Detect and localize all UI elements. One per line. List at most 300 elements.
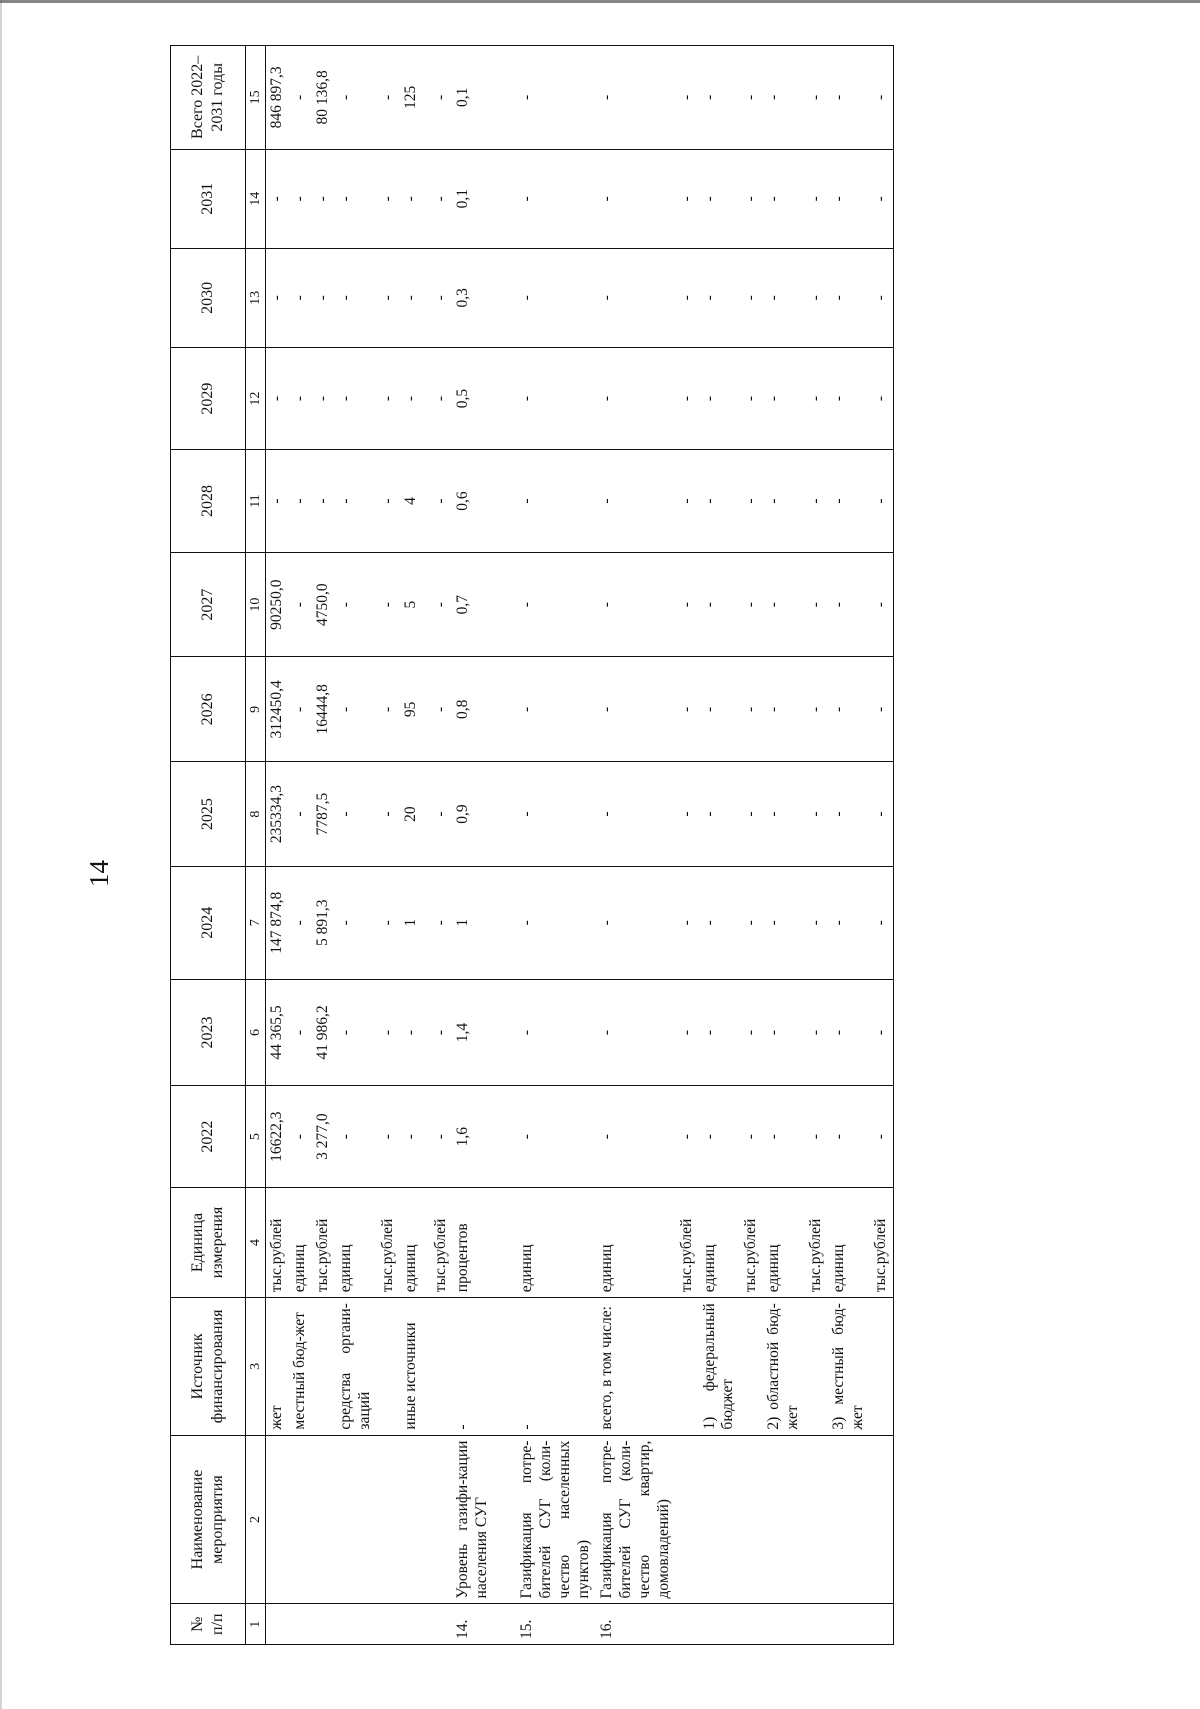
table-cell: 0,6 bbox=[452, 450, 516, 552]
table-cell: - bbox=[335, 46, 377, 150]
table-cell: 5 bbox=[400, 552, 430, 657]
table-cell: - bbox=[430, 1086, 453, 1187]
table-cell: - bbox=[430, 657, 453, 762]
table-cell: - bbox=[516, 1298, 596, 1435]
table-cell: - bbox=[430, 248, 453, 347]
table-cell: - bbox=[335, 347, 377, 449]
table-cell: - bbox=[377, 552, 400, 657]
table-cell: - bbox=[805, 1086, 828, 1187]
table-row bbox=[740, 46, 763, 1645]
table-cell: - bbox=[699, 149, 741, 248]
table-cell: - bbox=[870, 866, 893, 979]
table-cell: средства органи-заций bbox=[335, 1298, 377, 1435]
table-cell bbox=[430, 1298, 453, 1435]
table-cell: - bbox=[740, 46, 763, 150]
table-cell: - bbox=[335, 149, 377, 248]
table-cell bbox=[676, 1435, 699, 1604]
header-cell: № п/п bbox=[171, 1604, 246, 1645]
table-cell: - bbox=[289, 149, 312, 248]
table-cell: - bbox=[430, 979, 453, 1086]
header-cell: 2028 bbox=[171, 450, 246, 552]
table-cell: - bbox=[516, 450, 596, 552]
table-cell: - bbox=[516, 149, 596, 248]
header-cell: 2025 bbox=[171, 762, 246, 867]
table-cell: тыс.рублей bbox=[377, 1187, 400, 1297]
table-cell: 15. bbox=[516, 1604, 596, 1645]
table-cell: - bbox=[763, 347, 805, 449]
table-cell: - bbox=[740, 347, 763, 449]
table-cell bbox=[740, 1298, 763, 1435]
table-cell: - bbox=[740, 149, 763, 248]
header-cell: 2023 bbox=[171, 979, 246, 1086]
table-cell: - bbox=[312, 347, 335, 449]
table-cell: - bbox=[676, 657, 699, 762]
table-cell: - bbox=[289, 1086, 312, 1187]
table-cell: единиц bbox=[289, 1187, 312, 1297]
table-cell: - bbox=[596, 347, 676, 449]
table-cell: 1 bbox=[452, 866, 516, 979]
header-cell: 2031 bbox=[171, 149, 246, 248]
table-cell: - bbox=[805, 347, 828, 449]
table-cell: 0,7 bbox=[452, 552, 516, 657]
table-cell: 5 891,3 bbox=[312, 866, 335, 979]
table-cell: - bbox=[763, 762, 805, 867]
table-cell: - bbox=[763, 1086, 805, 1187]
table-cell: - bbox=[870, 979, 893, 1086]
table-cell: единиц bbox=[828, 1187, 870, 1297]
column-number-cell: 4 bbox=[246, 1187, 266, 1297]
table-cell bbox=[400, 1604, 430, 1645]
table-cell: единиц bbox=[763, 1187, 805, 1297]
table-cell bbox=[400, 1435, 430, 1604]
table-row bbox=[870, 46, 893, 1645]
table-cell: 41 986,2 bbox=[312, 979, 335, 1086]
table-cell: - bbox=[289, 657, 312, 762]
table-cell: 312450,4 bbox=[266, 657, 289, 762]
table-cell: - bbox=[377, 657, 400, 762]
table-cell: - bbox=[335, 1086, 377, 1187]
table-cell: - bbox=[400, 979, 430, 1086]
table-cell: - bbox=[430, 347, 453, 449]
column-number-cell: 15 bbox=[246, 46, 266, 150]
column-number-cell: 2 bbox=[246, 1435, 266, 1604]
table-cell: - bbox=[400, 248, 430, 347]
table-cell bbox=[805, 1298, 828, 1435]
table-cell: - bbox=[400, 1086, 430, 1187]
table-body bbox=[266, 46, 894, 1645]
table-cell: - bbox=[828, 762, 870, 867]
table-cell: тыс.рублей bbox=[805, 1187, 828, 1297]
table-cell bbox=[312, 1604, 335, 1645]
table-cell: - bbox=[828, 1086, 870, 1187]
table-cell: - bbox=[763, 248, 805, 347]
column-number-cell: 12 bbox=[246, 347, 266, 449]
table-cell: - bbox=[676, 149, 699, 248]
table-cell: 20 bbox=[400, 762, 430, 867]
table-cell: местный бюд-жет bbox=[289, 1298, 312, 1435]
table-cell bbox=[870, 1435, 893, 1604]
table-row bbox=[805, 46, 828, 1645]
table-row bbox=[266, 46, 289, 1645]
table-cell: - bbox=[870, 248, 893, 347]
table-cell: тыс.рублей bbox=[312, 1187, 335, 1297]
table-cell: 1 bbox=[400, 866, 430, 979]
table-cell: - bbox=[430, 866, 453, 979]
table-cell: - bbox=[596, 46, 676, 150]
page-number: 14 bbox=[84, 860, 114, 887]
table-cell: - bbox=[516, 866, 596, 979]
header-cell: 2024 bbox=[171, 866, 246, 979]
table-cell: тыс.рублей bbox=[740, 1187, 763, 1297]
table-cell: - bbox=[289, 866, 312, 979]
table-cell: - bbox=[676, 46, 699, 150]
table-cell bbox=[430, 1604, 453, 1645]
table-cell: - bbox=[740, 866, 763, 979]
table-cell: - bbox=[805, 657, 828, 762]
table-cell bbox=[377, 1604, 400, 1645]
column-number-cell: 3 bbox=[246, 1298, 266, 1435]
table-cell: Газификация потре-бителей СУГ (коли-чество квартир, домовладений) bbox=[596, 1435, 676, 1604]
column-number-cell: 1 bbox=[246, 1604, 266, 1645]
table-cell: - bbox=[763, 979, 805, 1086]
rotated-table-container bbox=[170, 45, 1087, 1645]
table-cell: - bbox=[516, 1086, 596, 1187]
table-cell: - bbox=[452, 1298, 516, 1435]
header-cell: 2030 bbox=[171, 248, 246, 347]
table-cell: 95 bbox=[400, 657, 430, 762]
table-cell bbox=[828, 1435, 870, 1604]
table-cell: 80 136,8 bbox=[312, 46, 335, 150]
table-row bbox=[828, 46, 870, 1645]
column-number-cell: 11 bbox=[246, 450, 266, 552]
table-cell bbox=[870, 1298, 893, 1435]
table-row bbox=[596, 46, 676, 1645]
table-cell: 1,4 bbox=[452, 979, 516, 1086]
table-cell: - bbox=[516, 979, 596, 1086]
table-cell: - bbox=[335, 979, 377, 1086]
table-cell: - bbox=[828, 149, 870, 248]
table-cell: - bbox=[377, 46, 400, 150]
table-cell: 90250,0 bbox=[266, 552, 289, 657]
table-cell: - bbox=[430, 552, 453, 657]
column-number-cell: 5 bbox=[246, 1086, 266, 1187]
table-cell: единиц bbox=[516, 1187, 596, 1297]
table-cell bbox=[266, 1604, 289, 1645]
table-cell: - bbox=[763, 450, 805, 552]
table-cell: - bbox=[763, 866, 805, 979]
table-cell: - bbox=[335, 450, 377, 552]
table-cell: - bbox=[699, 979, 741, 1086]
table-cell: тыс.рублей bbox=[870, 1187, 893, 1297]
table-cell: - bbox=[516, 248, 596, 347]
table-cell: - bbox=[740, 450, 763, 552]
table-cell: 44 365,5 bbox=[266, 979, 289, 1086]
table-cell: - bbox=[312, 450, 335, 552]
table-cell: - bbox=[828, 46, 870, 150]
table-row bbox=[763, 46, 805, 1645]
table-cell: - bbox=[740, 657, 763, 762]
table-cell: 16444,8 bbox=[312, 657, 335, 762]
table-cell: - bbox=[805, 979, 828, 1086]
table-cell: единиц bbox=[335, 1187, 377, 1297]
table-cell: - bbox=[289, 762, 312, 867]
table-cell: 16622,3 bbox=[266, 1086, 289, 1187]
table-cell: - bbox=[699, 1086, 741, 1187]
table-cell: - bbox=[596, 248, 676, 347]
header-cell: Всего 2022–2031 годы bbox=[171, 46, 246, 150]
header-cell: 2027 bbox=[171, 552, 246, 657]
table-cell: - bbox=[266, 149, 289, 248]
table-cell: - bbox=[289, 450, 312, 552]
table-cell: 846 897,3 bbox=[266, 46, 289, 150]
table-cell: - bbox=[430, 450, 453, 552]
table-cell: 16. bbox=[596, 1604, 676, 1645]
table-cell bbox=[805, 1604, 828, 1645]
table-cell: - bbox=[377, 347, 400, 449]
table-cell: единиц bbox=[699, 1187, 741, 1297]
column-number-cell: 14 bbox=[246, 149, 266, 248]
table-row bbox=[400, 46, 430, 1645]
table-cell: - bbox=[377, 149, 400, 248]
table-cell bbox=[312, 1298, 335, 1435]
column-number-cell: 13 bbox=[246, 248, 266, 347]
table-cell: 0,1 bbox=[452, 149, 516, 248]
table-cell: всего, в том числе: bbox=[596, 1298, 676, 1435]
header-cell: 2026 bbox=[171, 657, 246, 762]
header-cell: 2022 bbox=[171, 1086, 246, 1187]
table-cell: иные источники bbox=[400, 1298, 430, 1435]
table-cell: Уровень газифи-кации населения СУГ bbox=[452, 1435, 516, 1604]
table-cell bbox=[676, 1298, 699, 1435]
table-cell: - bbox=[828, 552, 870, 657]
column-number-cell: 8 bbox=[246, 762, 266, 867]
table-cell: - bbox=[400, 149, 430, 248]
table-cell: - bbox=[289, 979, 312, 1086]
table-cell: - bbox=[335, 866, 377, 979]
table-cell: - bbox=[828, 657, 870, 762]
table-cell bbox=[377, 1298, 400, 1435]
table-cell: - bbox=[596, 979, 676, 1086]
table-cell: - bbox=[266, 347, 289, 449]
table-cell: - bbox=[828, 347, 870, 449]
table-cell: - bbox=[516, 46, 596, 150]
table-cell: - bbox=[740, 1086, 763, 1187]
table-cell bbox=[699, 1604, 741, 1645]
table-cell bbox=[430, 1435, 453, 1604]
table-cell bbox=[699, 1435, 741, 1604]
table-cell bbox=[828, 1604, 870, 1645]
table-cell: - bbox=[596, 657, 676, 762]
table-cell: - bbox=[596, 552, 676, 657]
table-cell: - bbox=[335, 248, 377, 347]
table-cell: - bbox=[676, 552, 699, 657]
table-cell: - bbox=[289, 46, 312, 150]
table-cell: - bbox=[805, 450, 828, 552]
table-cell: 147 874,8 bbox=[266, 866, 289, 979]
table-cell: - bbox=[266, 248, 289, 347]
table-cell bbox=[676, 1604, 699, 1645]
table-cell: 3 277,0 bbox=[312, 1086, 335, 1187]
table-row bbox=[699, 46, 741, 1645]
table-cell: тыс.рублей bbox=[676, 1187, 699, 1297]
table-cell: - bbox=[763, 46, 805, 150]
table-cell: - bbox=[699, 46, 741, 150]
table-cell: - bbox=[596, 450, 676, 552]
table-cell: - bbox=[870, 1086, 893, 1187]
table-cell: жет bbox=[266, 1298, 289, 1435]
table-cell: - bbox=[870, 657, 893, 762]
table-cell: - bbox=[699, 866, 741, 979]
table-cell: - bbox=[763, 552, 805, 657]
table-row bbox=[452, 46, 516, 1645]
table-cell: - bbox=[516, 552, 596, 657]
table-cell: - bbox=[828, 248, 870, 347]
table-cell: - bbox=[377, 979, 400, 1086]
table-cell: - bbox=[805, 762, 828, 867]
table-header bbox=[171, 46, 266, 1645]
table-cell: 0,5 bbox=[452, 347, 516, 449]
table-cell: - bbox=[335, 762, 377, 867]
table-cell: - bbox=[676, 866, 699, 979]
table-cell: - bbox=[430, 149, 453, 248]
table-cell: 0,8 bbox=[452, 657, 516, 762]
table-cell: - bbox=[430, 46, 453, 150]
table-cell: - bbox=[289, 347, 312, 449]
table-cell: - bbox=[377, 866, 400, 979]
scan-edge-top bbox=[0, 0, 1200, 3]
table-cell: - bbox=[763, 149, 805, 248]
table-cell: 7787,5 bbox=[312, 762, 335, 867]
table-cell: - bbox=[699, 248, 741, 347]
table-cell: - bbox=[870, 46, 893, 150]
table-cell: - bbox=[516, 347, 596, 449]
table-cell: - bbox=[377, 248, 400, 347]
table-cell: - bbox=[335, 657, 377, 762]
header-cell: 2029 bbox=[171, 347, 246, 449]
table-cell: - bbox=[870, 762, 893, 867]
table-cell: 0,3 bbox=[452, 248, 516, 347]
table-cell: 14. bbox=[452, 1604, 516, 1645]
table-cell bbox=[312, 1435, 335, 1604]
table-cell bbox=[335, 1604, 377, 1645]
table-cell: 0,9 bbox=[452, 762, 516, 867]
table-cell: - bbox=[377, 450, 400, 552]
table-cell: 235334,3 bbox=[266, 762, 289, 867]
table-cell: - bbox=[676, 347, 699, 449]
table-cell: 1,6 bbox=[452, 1086, 516, 1187]
table-cell bbox=[740, 1604, 763, 1645]
table-cell bbox=[377, 1435, 400, 1604]
table-cell: - bbox=[676, 1086, 699, 1187]
table-cell: 0,1 bbox=[452, 46, 516, 150]
table-cell: - bbox=[377, 762, 400, 867]
table-cell: 125 bbox=[400, 46, 430, 150]
header-cell: Источник финансирования bbox=[171, 1298, 246, 1435]
table-cell: - bbox=[516, 657, 596, 762]
table-cell: - bbox=[312, 149, 335, 248]
table-cell: - bbox=[805, 552, 828, 657]
table-cell bbox=[805, 1435, 828, 1604]
table-cell: - bbox=[805, 149, 828, 248]
table-cell: - bbox=[805, 248, 828, 347]
table-cell: - bbox=[740, 762, 763, 867]
table-cell: - bbox=[805, 46, 828, 150]
table-cell bbox=[740, 1435, 763, 1604]
table-cell: - bbox=[828, 450, 870, 552]
table-cell: - bbox=[699, 347, 741, 449]
table-row bbox=[676, 46, 699, 1645]
table-cell: - bbox=[870, 450, 893, 552]
table-cell: - bbox=[676, 450, 699, 552]
table-row bbox=[516, 46, 596, 1645]
table-cell bbox=[763, 1435, 805, 1604]
table-cell: 2) областной бюд-жет bbox=[763, 1298, 805, 1435]
table-cell: - bbox=[676, 762, 699, 867]
table-cell: - bbox=[763, 657, 805, 762]
table-cell bbox=[289, 1604, 312, 1645]
table-cell: 4 bbox=[400, 450, 430, 552]
table-cell: - bbox=[289, 552, 312, 657]
table-row bbox=[377, 46, 400, 1645]
table-cell: - bbox=[676, 979, 699, 1086]
table-cell: тыс.рублей bbox=[266, 1187, 289, 1297]
table-cell: 4750,0 bbox=[312, 552, 335, 657]
table-cell: - bbox=[870, 347, 893, 449]
table-row bbox=[335, 46, 377, 1645]
table-cell: 1) федеральный бюджет bbox=[699, 1298, 741, 1435]
table-cell: - bbox=[596, 866, 676, 979]
table-cell: - bbox=[740, 248, 763, 347]
table-cell: - bbox=[430, 762, 453, 867]
table-cell bbox=[763, 1604, 805, 1645]
table-cell: - bbox=[740, 552, 763, 657]
table-row bbox=[430, 46, 453, 1645]
table-cell: единиц bbox=[596, 1187, 676, 1297]
table-cell: - bbox=[516, 762, 596, 867]
table-cell: - bbox=[699, 657, 741, 762]
column-number-cell: 6 bbox=[246, 979, 266, 1086]
table-cell: - bbox=[870, 552, 893, 657]
table-cell: - bbox=[289, 248, 312, 347]
table-cell: - bbox=[596, 149, 676, 248]
table-cell bbox=[335, 1435, 377, 1604]
header-cell: Единица измерения bbox=[171, 1187, 246, 1297]
table-row bbox=[289, 46, 312, 1645]
scan-edge-left bbox=[0, 0, 2, 1709]
table-cell: - bbox=[740, 979, 763, 1086]
table-cell: 3) местный бюд-жет bbox=[828, 1298, 870, 1435]
column-number-cell: 7 bbox=[246, 866, 266, 979]
table-cell bbox=[266, 1435, 289, 1604]
table-cell: - bbox=[400, 347, 430, 449]
table-cell: - bbox=[596, 1086, 676, 1187]
table-cell bbox=[870, 1604, 893, 1645]
table-cell: - bbox=[266, 450, 289, 552]
table-cell: - bbox=[699, 552, 741, 657]
table-cell: - bbox=[699, 450, 741, 552]
table-cell: - bbox=[335, 552, 377, 657]
table-cell: - bbox=[805, 866, 828, 979]
table-cell: единиц bbox=[400, 1187, 430, 1297]
table-cell: - bbox=[870, 149, 893, 248]
table-cell: - bbox=[676, 248, 699, 347]
gasification-table bbox=[170, 45, 894, 1645]
table-cell: - bbox=[699, 762, 741, 867]
table-cell: тыс.рублей bbox=[430, 1187, 453, 1297]
table-cell: процентов bbox=[452, 1187, 516, 1297]
table-cell: - bbox=[312, 248, 335, 347]
table-cell bbox=[289, 1435, 312, 1604]
